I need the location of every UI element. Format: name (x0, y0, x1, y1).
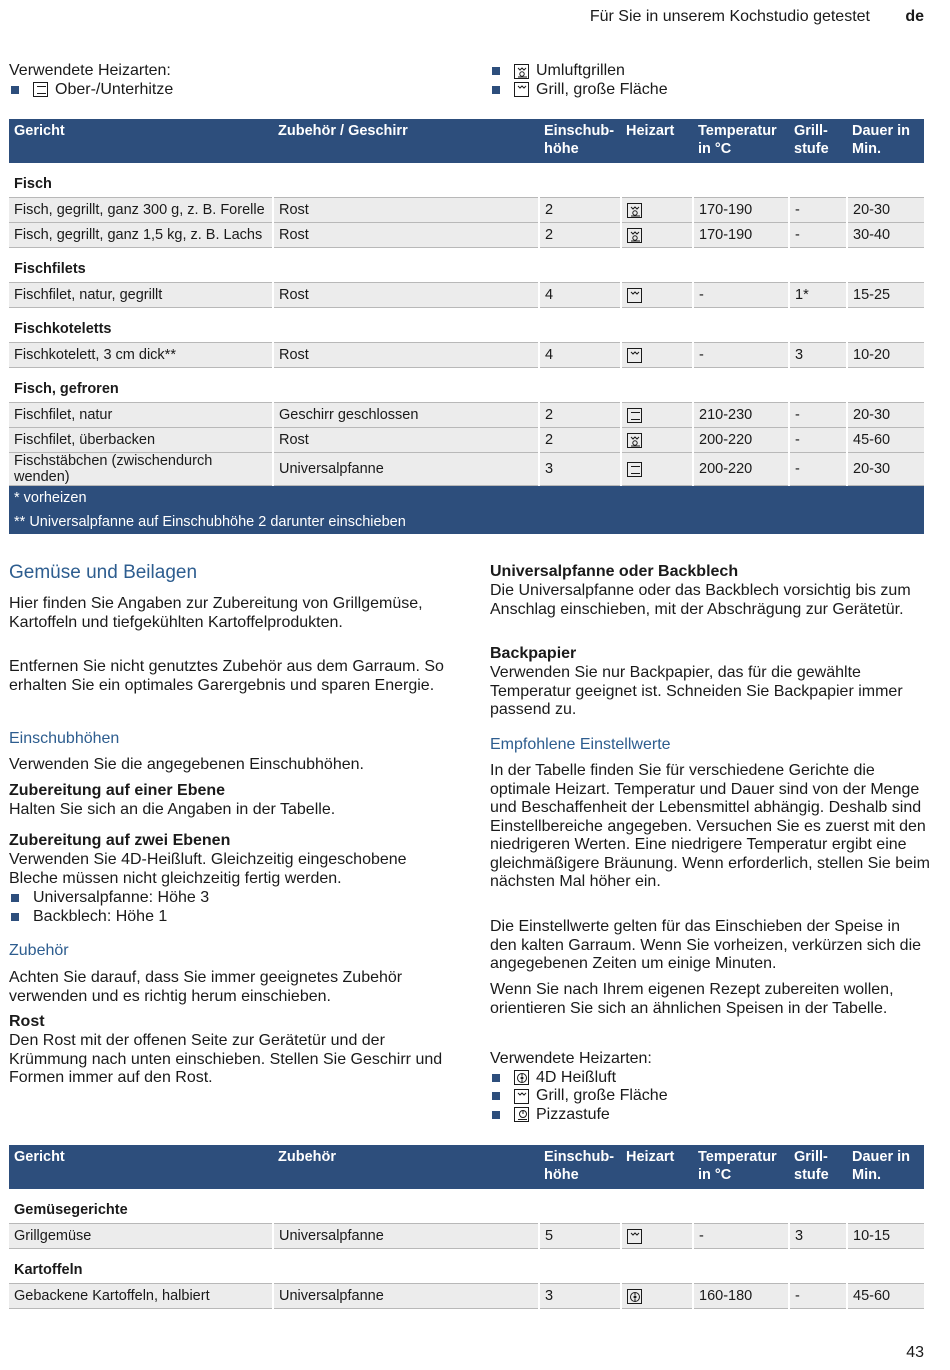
cell-dauer: 45-60 (847, 1284, 924, 1309)
cell-heizart (621, 343, 693, 368)
paragraph: Verwenden Sie die angegebenen Einschubhöhen. (9, 756, 364, 773)
cell-temp: 200-220 (693, 428, 789, 453)
table-row (9, 1284, 924, 1309)
cell-stufe: - (789, 223, 847, 248)
table-row (9, 343, 924, 368)
heizart-label: Ober-/Unterhitze (55, 80, 174, 98)
col-header-gericht: Gericht (9, 119, 273, 163)
cell-heizart (621, 198, 693, 223)
group-row (9, 1249, 924, 1284)
list-item-text: Universalpfanne: Höhe 3 (33, 889, 210, 906)
bullet-icon (492, 1074, 500, 1082)
paragraph: Den Rost mit der offenen Seite zur Gerätetür und der Krümmung nach unten einschieben. Stellen Sie Geschirr und Formen immer auf den Rost. (9, 1032, 443, 1086)
cell-zubehoer: Rost (273, 343, 539, 368)
cell-temp: 170-190 (693, 198, 789, 223)
heizart-item (490, 81, 920, 100)
grill-icon (627, 348, 642, 363)
group-row (9, 163, 924, 198)
cell-gericht: Fischfilet, natur, gegrillt (9, 283, 273, 308)
vegetable-table (9, 1145, 924, 1309)
grill-icon (514, 82, 529, 97)
group-label: Gemüsegerichte (9, 1189, 924, 1224)
heizart-item (9, 81, 469, 100)
top-heizarten-right (490, 62, 920, 99)
cell-zubehoer: Rost (273, 428, 539, 453)
umluftgrillen-icon (514, 64, 529, 79)
cell-dauer: 45-60 (847, 428, 924, 453)
cell-stufe: - (789, 453, 847, 486)
cell-gericht: Grillgemüse (9, 1224, 273, 1249)
cell-hoehe: 3 (539, 1284, 621, 1309)
paragraph: Entfernen Sie nicht genutztes Zubehör aus dem Garraum. So erhalten Sie ein optimales Garergebnis und sparen Energie. (9, 658, 444, 694)
cell-heizart (621, 1224, 693, 1249)
cell-gericht: Fischfilet, überbacken (9, 428, 273, 453)
cell-stufe: - (789, 403, 847, 428)
cell-heizart (621, 283, 693, 308)
subsection-title: Empfohlene Einstellwerte (490, 736, 671, 753)
cell-temp: 160-180 (693, 1284, 789, 1309)
paragraph: Die Einstellwerte gelten für das Einschieben der Speise in den kalten Garraum. Wenn Sie vorheizen, verkürzen sich die angegebenen Zeiten um einige Minuten. (490, 918, 922, 972)
heizarten-list (490, 1050, 930, 1124)
bullet-icon (492, 67, 500, 75)
cell-hoehe: 2 (539, 223, 621, 248)
cell-zubehoer: Rost (273, 223, 539, 248)
col-header-grillstufe: Grill- stufe (789, 1145, 847, 1189)
col-header-grillstufe: Grill- stufe (789, 119, 847, 163)
4d-heissluft-icon (627, 1289, 642, 1304)
cell-temp: - (693, 283, 789, 308)
cell-temp: - (693, 1224, 789, 1249)
subsection-title: Einschubhöhen (9, 730, 120, 747)
paragraph: Verwenden Sie nur Backpapier, das für die gewählte Temperatur geeignet ist. Schneiden Sie Backpapier immer passend zu. (490, 664, 903, 718)
cell-hoehe: 5 (539, 1224, 621, 1249)
bullet-list (9, 889, 459, 926)
group-row (9, 308, 924, 343)
cell-dauer: 10-20 (847, 343, 924, 368)
cell-dauer: 20-30 (847, 453, 924, 486)
col-header-zubehoer: Zubehör / Geschirr (273, 119, 539, 163)
cell-gericht: Gebackene Kartoffeln, halbiert (9, 1284, 273, 1309)
heizart-label: Grill, große Fläche (536, 80, 668, 98)
paragraph: In der Tabelle finden Sie für verschiedene Gerichte die optimale Heizart. Temperatur und Dauer sind von der Menge und Beschaffenheit der Lebensmittel abhängig. Deshalb sind Einstellbereiche angegeben. Versuchen Sie es zuerst mit den niedrigeren Werten. Eine niedrigere Temperatur ergibt eine gleichmäßigere Bräunung. Wenn erforderlich, stellen Sie beim nächsten Mal höher ein. (490, 762, 930, 890)
col-header-temperatur: Temperatur in °C (693, 1145, 789, 1189)
paragraph: Hier finden Sie Angaben zur Zubereitung von Grillgemüse, Kartoffeln und tiefgekühlten Kartoffelprodukten. (9, 595, 423, 631)
table-header-row (9, 1145, 924, 1189)
paragraph: Verwenden Sie 4D-Heißluft. Gleichzeitig eingeschobene Bleche müssen nicht gleichzeitig fertig werden. (9, 851, 407, 887)
umluftgrillen-icon (627, 433, 642, 448)
col-header-dauer: Dauer in Min. (847, 1145, 924, 1189)
cell-stufe: 3 (789, 343, 847, 368)
group-row (9, 248, 924, 283)
cell-zubehoer: Rost (273, 198, 539, 223)
cell-hoehe: 2 (539, 403, 621, 428)
grill-icon (627, 1229, 642, 1244)
table-row (9, 283, 924, 308)
top-heizarten-left (9, 62, 469, 99)
heizart-item (490, 1069, 930, 1088)
bullet-icon (492, 1092, 500, 1100)
footnote: * vorheizen (9, 486, 924, 511)
cell-zubehoer: Universalpfanne (273, 1284, 539, 1309)
heizart-label: Pizzastufe (536, 1105, 610, 1123)
section-title: Gemüse und Beilagen (9, 562, 198, 583)
heizart-item (490, 1106, 930, 1125)
4d-heissluft-icon (514, 1070, 529, 1085)
cell-heizart (621, 1284, 693, 1309)
cell-zubehoer: Universalpfanne (273, 1224, 539, 1249)
cell-dauer: 10-15 (847, 1224, 924, 1249)
cell-heizart (621, 223, 693, 248)
language-code: de (905, 8, 924, 25)
cell-stufe: - (789, 1284, 847, 1309)
paragraph: Wenn Sie nach Ihrem eigenen Rezept zubereiten wollen, orientieren Sie sich an ähnlichen Speisen in der Tabelle. (490, 981, 894, 1017)
col-header-heizart: Heizart (621, 119, 693, 163)
bold-heading: Backpapier (490, 645, 577, 662)
col-header-gericht: Gericht (9, 1145, 273, 1189)
table-header-row (9, 119, 924, 163)
cell-gericht: Fischkotelett, 3 cm dick** (9, 343, 273, 368)
col-header-heizart: Heizart (621, 1145, 693, 1189)
col-header-temperatur: Temperatur in °C (693, 119, 789, 163)
cell-stufe: - (789, 198, 847, 223)
table-row (9, 403, 924, 428)
bullet-icon (492, 86, 500, 94)
umluftgrillen-icon (627, 228, 642, 243)
cell-dauer: 20-30 (847, 403, 924, 428)
table-row (9, 453, 924, 486)
col-header-einschubhoehe: Einschub- höhe (539, 1145, 621, 1189)
cell-stufe: 1* (789, 283, 847, 308)
footnote-row (9, 486, 924, 511)
group-row (9, 1189, 924, 1224)
heizart-item (490, 62, 920, 81)
heizart-label: Umluftgrillen (536, 62, 625, 79)
heizart-label: 4D Heißluft (536, 1068, 617, 1086)
bold-heading: Zubereitung auf zwei Ebenen (9, 832, 231, 849)
grill-icon (627, 288, 642, 303)
group-label: Fischkoteletts (9, 308, 924, 343)
bold-heading: Rost (9, 1013, 45, 1030)
footnote: ** Universalpfanne auf Einschubhöhe 2 darunter einschieben (9, 510, 924, 534)
list-item (9, 889, 459, 908)
table-row (9, 198, 924, 223)
bullet-icon (11, 894, 19, 902)
bullet-icon (11, 913, 19, 921)
cell-gericht: Fischfilet, natur (9, 403, 273, 428)
paragraph: Halten Sie sich an die Angaben in der Tabelle. (9, 801, 336, 818)
cell-stufe: 3 (789, 1224, 847, 1249)
page-number: 43 (906, 1344, 924, 1361)
grill-icon (514, 1089, 529, 1104)
paragraph: Achten Sie darauf, dass Sie immer geeignetes Zubehör verwenden und es richtig herum einschieben. (9, 969, 403, 1005)
group-label: Kartoffeln (9, 1249, 924, 1284)
pizzastufe-icon (514, 1107, 529, 1122)
col-header-zubehoer: Zubehör (273, 1145, 539, 1189)
heizart-item (490, 1087, 930, 1106)
cell-hoehe: 2 (539, 198, 621, 223)
table-row (9, 223, 924, 248)
table-row (9, 1224, 924, 1249)
cell-gericht: Fisch, gegrillt, ganz 1,5 kg, z. B. Lachs (9, 223, 273, 248)
group-row (9, 368, 924, 403)
paragraph: Die Universalpfanne oder das Backblech vorsichtig bis zum Anschlag einschieben, mit der Abschrägung zur Gerätetür. (490, 582, 911, 618)
table-row (9, 428, 924, 453)
cell-heizart (621, 428, 693, 453)
cell-hoehe: 4 (539, 343, 621, 368)
cell-dauer: 15-25 (847, 283, 924, 308)
list-item (9, 908, 459, 927)
heizarten-label: Verwendete Heizarten: (9, 62, 171, 79)
cell-temp: 210-230 (693, 403, 789, 428)
running-header: Für Sie in unserem Kochstudio getestet (589, 8, 870, 25)
cell-temp: - (693, 343, 789, 368)
cell-hoehe: 2 (539, 428, 621, 453)
cell-heizart (621, 453, 693, 486)
cell-hoehe: 4 (539, 283, 621, 308)
heizarten-label: Verwendete Heizarten: (490, 1050, 652, 1067)
group-label: Fisch, gefroren (9, 368, 924, 403)
ober-unterhitze-icon (33, 82, 48, 97)
cell-dauer: 20-30 (847, 198, 924, 223)
cell-stufe: - (789, 428, 847, 453)
bold-heading: Universalpfanne oder Backblech (490, 563, 739, 580)
heizart-label: Grill, große Fläche (536, 1087, 668, 1104)
bold-heading: Zubereitung auf einer Ebene (9, 782, 226, 799)
cell-heizart (621, 403, 693, 428)
cell-temp: 170-190 (693, 223, 789, 248)
bullet-icon (11, 86, 19, 94)
cell-gericht: Fischstäbchen (zwischendurch wenden) (9, 453, 273, 486)
fish-table (9, 119, 924, 534)
cell-gericht: Fisch, gegrillt, ganz 300 g, z. B. Forelle (9, 198, 273, 223)
bullet-icon (492, 1111, 500, 1119)
cell-hoehe: 3 (539, 453, 621, 486)
cell-dauer: 30-40 (847, 223, 924, 248)
umluftgrillen-icon (627, 203, 642, 218)
ober-unterhitze-icon (627, 462, 642, 477)
list-item-text: Backblech: Höhe 1 (33, 907, 168, 925)
group-label: Fischfilets (9, 248, 924, 283)
col-header-einschubhoehe: Einschub- höhe (539, 119, 621, 163)
cell-zubehoer: Rost (273, 283, 539, 308)
cell-zubehoer: Universalpfanne (273, 453, 539, 486)
footnote-row (9, 510, 924, 534)
group-label: Fisch (9, 163, 924, 198)
cell-zubehoer: Geschirr geschlossen (273, 403, 539, 428)
col-header-dauer: Dauer in Min. (847, 119, 924, 163)
subsection-title: Zubehör (9, 942, 69, 959)
ober-unterhitze-icon (627, 408, 642, 423)
cell-temp: 200-220 (693, 453, 789, 486)
